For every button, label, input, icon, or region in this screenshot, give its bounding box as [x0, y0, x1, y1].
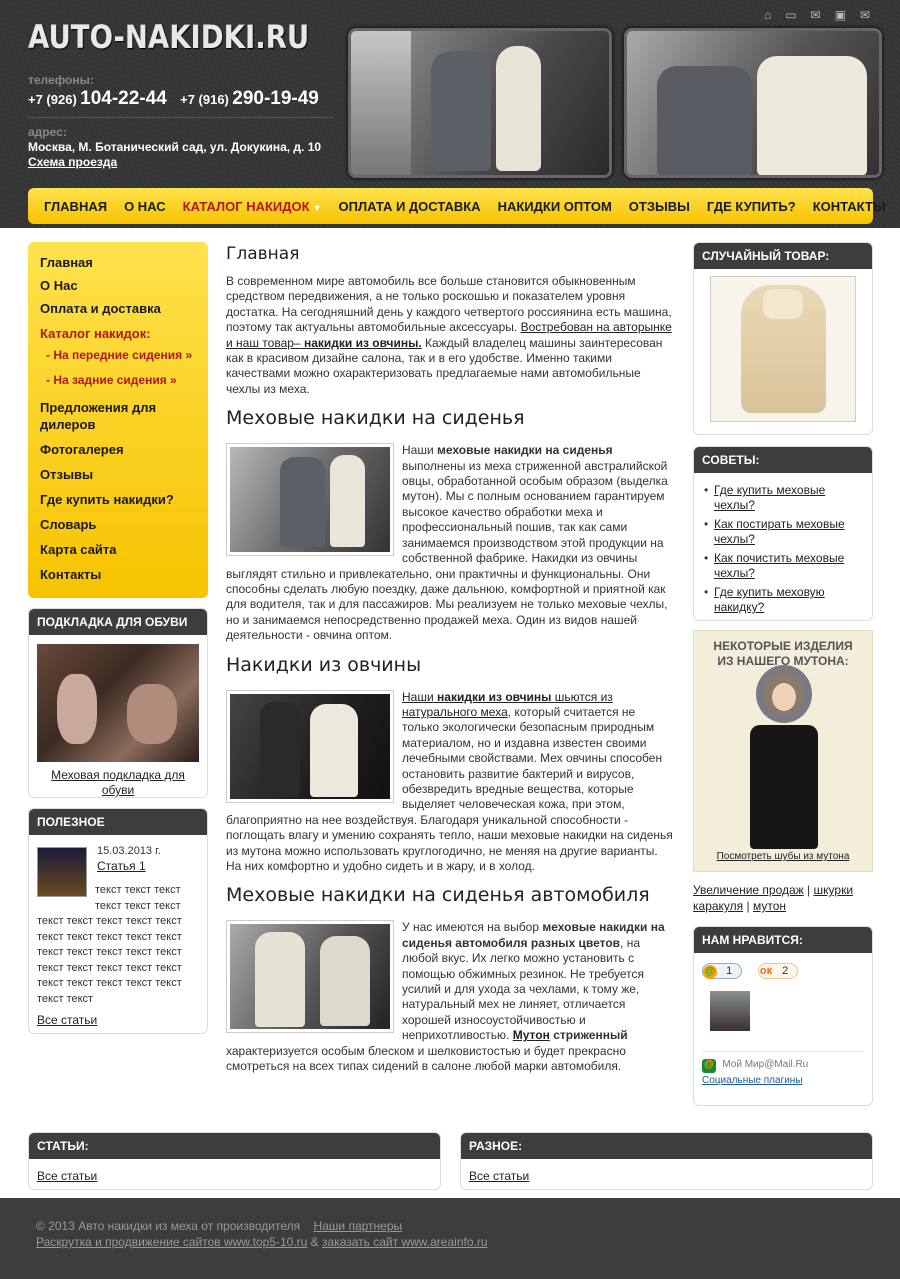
s3-c: , на любой вкус. Их легко можно установить с помощью обжимных резинок. Не требуется усилий и для ухода за чехлами, к тому же, натуральный мех не линяет, отличается хорошей износоустойчивостью и неприхотливостью.	[402, 935, 645, 1043]
left-menu-dictionary[interactable]: Словарь	[40, 517, 97, 532]
karakul-link[interactable]: шкурки каракуля	[693, 883, 854, 913]
header-photo-1	[348, 28, 612, 178]
random-product-box	[693, 242, 873, 435]
s2-c: шьются из натурального меха	[402, 689, 613, 719]
map-link[interactable]: Схема проезда	[28, 155, 118, 169]
article-text	[37, 883, 199, 1007]
nav-reviews[interactable]: ОТЗЫВЫ	[628, 198, 690, 214]
nav-home[interactable]: ГЛАВНАЯ	[44, 198, 108, 214]
random-product-image[interactable]	[710, 276, 856, 422]
s2-d: , который считается не только экологически безопасным природным материалом, но и издавна известен своими лечебными свойствами. Мех овчины способен остановить развитие бактерий и вирусов, обезвредить вредные вещества, которые выделяет человеческая кожа, при этом, благоприятно на нее воздействуя. Благодаря уникальной способности - поглощать влагу и умению сохранять тепло, наши меховые накидки на сиденья из мутона можно использовать круглогодично, не меняя на другие варианты. На них комфортно и удобно сидеть и в жару, и в холод.	[226, 704, 673, 873]
s1-a: Наши	[402, 443, 434, 458]
s3-mouton-link[interactable]	[513, 1028, 550, 1042]
left-menu-sitemap[interactable]: Карта сайта	[40, 542, 117, 557]
top-icons	[764, 8, 870, 22]
nav-payment[interactable]: ОПЛАТА И ДОСТАВКА	[338, 198, 481, 214]
sales-link[interactable]: Увеличение продаж	[693, 883, 804, 897]
all-articles-link[interactable]: Все статьи	[37, 1013, 98, 1027]
mouton-banner[interactable]	[693, 630, 873, 872]
misc-all-link[interactable]: Все статьи	[469, 1169, 530, 1183]
site-footer	[0, 1198, 900, 1279]
friend-avatar[interactable]	[710, 991, 750, 1031]
intro-link-bold: накидки из овчины.	[303, 335, 422, 350]
s3-e: стриженный	[553, 1028, 628, 1043]
like-title: НАМ НРАВИТСЯ:	[694, 927, 872, 953]
phones-label: телефоны:	[28, 73, 94, 87]
partners-link[interactable]: Наши партнеры	[313, 1219, 403, 1233]
section-3-image[interactable]	[226, 920, 394, 1033]
left-menu-where-buy[interactable]: Где купить накидки?	[40, 492, 174, 507]
page-title: Главная	[226, 244, 300, 264]
advice-item	[704, 483, 864, 513]
nav-about[interactable]: О НАС	[124, 198, 166, 214]
nav-catalog[interactable]	[183, 199, 322, 214]
shoe-lining-box	[28, 608, 208, 798]
articles-all-link[interactable]: Все статьи	[37, 1169, 98, 1183]
mailru-text: Мой Мир@Mail.Ru	[722, 1059, 809, 1070]
footer-amp: &	[310, 1235, 319, 1249]
advice-list	[704, 483, 864, 615]
mail-icon[interactable]: ✉	[859, 8, 870, 22]
ok-like-count: 2	[782, 965, 789, 977]
intro-text: В современном мире автомобиль все больше становится обыкновенным средством передвижения, а не только роскошью и показателем уровня достатка. На сегодняшний день у каждого четвертого россиянина есть машина, поэтому так актуальны автомобильные аксессуары.	[226, 274, 672, 335]
header-photo-2	[624, 28, 882, 178]
nav-where-buy[interactable]: ГДЕ КУПИТЬ?	[706, 198, 796, 214]
intro-link-text: Востребован на авторынке и наш товар–	[226, 320, 672, 350]
articles-title: СТАТЬИ:	[29, 1133, 440, 1159]
s3-d: Мутон	[512, 1028, 550, 1043]
useful-box	[28, 808, 208, 1034]
mouton-link[interactable]: Посмотреть шубы из мутона	[716, 851, 850, 862]
advice-link-2[interactable]: Как постирать меховые чехлы?	[714, 517, 845, 546]
mailru-like-button[interactable]	[702, 963, 742, 979]
advice-link-1[interactable]: Где купить меховые чехлы?	[714, 483, 826, 512]
footer-line-1	[36, 1219, 402, 1233]
advice-item	[704, 517, 864, 547]
left-menu-payment[interactable]: Оплата и доставка	[40, 301, 161, 316]
mouton-text-link[interactable]: мутон	[752, 899, 786, 913]
shoe-lining-link[interactable]: Меховая подкладка для обуви	[51, 768, 185, 797]
site-logo[interactable]: AUTO-NAKIDKI.RU	[28, 18, 310, 56]
footer-line-2	[36, 1235, 488, 1249]
left-menu-gallery[interactable]: Фотогалерея	[40, 442, 124, 457]
left-menu-contacts[interactable]: Контакты	[40, 567, 102, 582]
shoe-lining-title: ПОДКЛАДКА ДЛЯ ОБУВИ	[29, 609, 207, 635]
nav-wholesale[interactable]: НАКИДКИ ОПТОМ	[497, 198, 612, 214]
shoe-lining-image[interactable]	[37, 644, 199, 762]
mail-settings-icon[interactable]: ✉	[810, 8, 821, 22]
left-menu-reviews[interactable]: Отзывы	[40, 467, 94, 482]
nav-contacts[interactable]: КОНТАКТЫ	[812, 198, 886, 214]
right-links: Увеличение продаж | шкурки каракуля | мутон	[693, 883, 854, 913]
header-divider	[28, 117, 333, 118]
order-site-link[interactable]: заказать сайт www.areainfo.ru	[322, 1235, 488, 1249]
main-nav	[28, 188, 886, 224]
feedback-icon[interactable]: ▣	[834, 8, 846, 22]
article-link[interactable]: Статья 1	[97, 859, 146, 873]
s3-a: У нас имеются на выбор	[402, 920, 540, 935]
advice-item	[704, 551, 864, 581]
advice-title: СОВЕТЫ:	[694, 447, 872, 473]
like-box	[693, 926, 873, 1106]
address: Москва, М. Ботанический сад, ул. Докукина, д. 10	[28, 140, 322, 154]
odnoklassniki-icon: ок	[759, 965, 773, 977]
address-label: адрес:	[28, 125, 67, 139]
mailru-icon: @	[703, 965, 717, 979]
copyright: © 2013 Авто накидки из меха от производителя	[36, 1219, 301, 1233]
useful-title: ПОЛЕЗНОЕ	[29, 809, 207, 835]
left-menu-rear-seats[interactable]: - На задние сидения »	[46, 373, 177, 387]
ok-like-button[interactable]	[758, 963, 798, 979]
mailru-like-count: 1	[726, 965, 733, 977]
nav-catalog-label: КАТАЛОГ НАКИДОК	[182, 198, 310, 214]
articles-box	[28, 1132, 441, 1190]
advice-box	[693, 446, 873, 621]
home-icon[interactable]: ⌂	[763, 8, 772, 22]
section-heading-3: Меховые накидки на сиденья автомобиля	[226, 884, 650, 907]
mouton-title: НЕКОТОРЫЕ ИЗДЕЛИЯ ИЗ НАШЕГО МУТОНА:	[713, 639, 853, 668]
left-menu-about[interactable]: О Нас	[40, 278, 78, 293]
mouton-image	[742, 673, 826, 849]
section-heading-2: Накидки из овчины	[226, 653, 422, 676]
section-1-image[interactable]	[226, 443, 394, 556]
s3-b: меховые накидки на сиденья автомобиля разных цветов	[402, 920, 665, 950]
left-menu	[28, 242, 208, 598]
left-menu-front-seats[interactable]: - На передние сидения »	[46, 348, 193, 362]
mailru-logo-icon: @	[702, 1059, 716, 1073]
article-date: 15.03.2013 г.	[97, 845, 161, 857]
s1-c: выполнены из меха стриженной австралийской овцы, обработанной особым образом (выделка мутон). Мы с полным основанием гарантируем высокое качество обработки меха и профессиональный пошив, так как сами занимаемся производством этой продукции на собственной фабрике. Накидки из овчины выглядят стильно и привлекательно, они практичны и функциональны. Они способны сделать любую поездку, даже дальнюю, комфортной и приятной как для водителя, так и для пассажиров. Мы реализуем не только меховые чехлы, но и занимаемся непосредственно продажей меха. Один из видов нашей деятельности - овчина оптом.	[226, 458, 668, 643]
article-text-body: текст текст текст текст текст текст текст текст текст текст текст текст текст текст текст текст текст текст текст текст текст текст текст текст текст текст текст текст текст текст текст текст текст	[37, 884, 182, 1005]
advice-link-4[interactable]: Где купить меховую накидку?	[714, 585, 825, 614]
promo-link[interactable]: Раскрутка и продвижение сайтов www.top5-10.ru	[36, 1235, 308, 1249]
advice-item	[704, 585, 864, 615]
chevron-down-icon: ▼	[312, 202, 322, 213]
phone2-code: +7 (916)	[180, 92, 229, 107]
left-menu-dealers[interactable]: Предложения для дилеров	[40, 400, 157, 432]
folder-icon[interactable]: ▭	[785, 8, 797, 22]
phone1-code: +7 (926)	[28, 92, 77, 107]
phone1-number: 104-22-44	[80, 88, 167, 109]
left-menu-catalog[interactable]: Каталог накидок:	[40, 326, 151, 341]
main-content	[226, 242, 674, 1074]
s3-f: характеризуется особым блеском и шелковистостью и будет прекрасно смотреться на всех типах сидений в салоне любой марки автомобиля.	[226, 1043, 626, 1074]
s2-a: Наши	[402, 689, 434, 704]
s1-b: меховые накидки на сиденья	[437, 443, 613, 458]
mailru-footer	[702, 1051, 864, 1086]
left-menu-home[interactable]: Главная	[40, 255, 93, 270]
section-heading-1: Меховые накидки на сиденья	[226, 407, 525, 430]
intro-end-text: Каждый владелец машины заинтересован как в красивом дизайне салона, так и в его удобстве. Именно такими качествами можно охарактеризовать предлагаемые нами автомобильные чехлы из меха.	[226, 335, 663, 396]
misc-title: РАЗНОЕ:	[461, 1133, 872, 1159]
misc-box	[460, 1132, 873, 1190]
section-2-image[interactable]	[226, 690, 394, 803]
random-product-title: СЛУЧАЙНЫЙ ТОВАР:	[694, 243, 872, 269]
s2-b: накидки из овчины	[437, 689, 552, 704]
advice-link-3[interactable]: Как почистить меховые чехлы?	[714, 551, 845, 580]
phones	[28, 88, 319, 110]
phone2-number: 290-19-49	[232, 88, 319, 109]
social-plugins-link[interactable]: Социальные плагины	[702, 1075, 803, 1086]
intro-paragraph	[226, 274, 674, 397]
